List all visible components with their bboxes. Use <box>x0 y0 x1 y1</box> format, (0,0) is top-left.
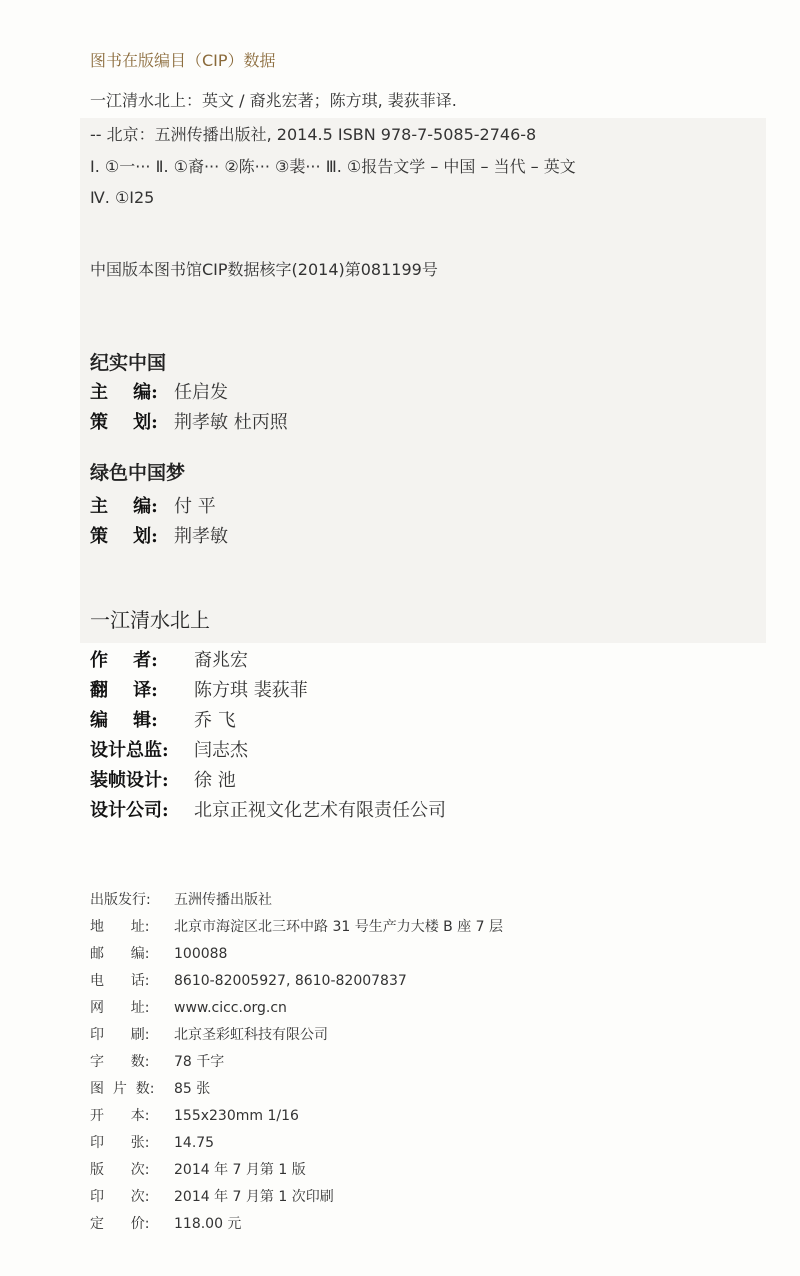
credit-label: 编 辑: <box>90 710 158 731</box>
publisher-value: 100088 <box>174 946 228 962</box>
publisher-value: 2014 年 7 月第 1 版 <box>174 1162 306 1178</box>
publisher-row <box>90 887 503 914</box>
publisher-row <box>90 914 503 941</box>
credit-value: 闫志杰 <box>194 740 248 761</box>
series-1-credits <box>90 378 288 438</box>
publisher-row <box>90 1103 503 1130</box>
credit-row <box>90 522 228 552</box>
credit-value: 裔兆宏 <box>194 650 248 671</box>
publisher-label: 字 数: <box>90 1054 150 1070</box>
credit-label: 主 编: <box>90 382 158 403</box>
credit-row <box>90 796 446 826</box>
publisher-value: 8610-82005927, 8610-82007837 <box>174 973 407 989</box>
publisher-row <box>90 1184 503 1211</box>
credit-value: 付 平 <box>174 496 216 517</box>
credit-row <box>90 492 228 522</box>
publisher-label: 出版发行: <box>90 892 151 908</box>
credit-value: 陈方琪 裴荻菲 <box>194 680 308 701</box>
publisher-row <box>90 1022 503 1049</box>
credit-label: 策 划: <box>90 412 158 433</box>
credit-row <box>90 378 288 408</box>
publisher-label: 印 张: <box>90 1135 150 1151</box>
cip-line-title: 一江清水北上：英文 / 裔兆宏著；陈方琪, 裴荻菲译. <box>90 91 457 110</box>
publisher-value: 北京圣彩虹科技有限公司 <box>174 1027 328 1043</box>
credit-value: 徐 池 <box>194 770 236 791</box>
publisher-value: 五洲传播出版社 <box>174 892 272 908</box>
publisher-label: 电 话: <box>90 973 150 989</box>
credit-row <box>90 706 446 736</box>
publisher-row <box>90 1157 503 1184</box>
credit-row <box>90 408 288 438</box>
credit-label: 主 编: <box>90 496 158 517</box>
book-credits <box>90 646 446 826</box>
publisher-value: www.cicc.org.cn <box>174 1000 287 1016</box>
publisher-row <box>90 941 503 968</box>
book-title: 一江清水北上 <box>90 608 210 632</box>
credit-label: 装帧设计: <box>90 770 169 791</box>
credit-value: 荆孝敏 <box>174 526 228 547</box>
credit-label: 作 者: <box>90 650 158 671</box>
credit-row <box>90 676 446 706</box>
credit-row <box>90 766 446 796</box>
cip-record-number: 中国版本图书馆CIP数据核字(2014)第081199号 <box>90 260 438 279</box>
credit-row <box>90 646 446 676</box>
credit-label: 设计总监: <box>90 740 169 761</box>
credit-label: 设计公司: <box>90 800 169 821</box>
series-title-2: 绿色中国梦 <box>90 462 186 484</box>
credit-label: 策 划: <box>90 526 158 547</box>
publisher-row <box>90 968 503 995</box>
publisher-row <box>90 995 503 1022</box>
publisher-label: 图 片 数: <box>90 1081 155 1097</box>
publisher-label: 版 次: <box>90 1162 150 1178</box>
publisher-value: 78 千字 <box>174 1054 225 1070</box>
cip-heading: 图书在版编目（CIP）数据 <box>90 51 276 70</box>
publisher-row <box>90 1211 503 1238</box>
publisher-row <box>90 1076 503 1103</box>
series-title-1: 纪实中国 <box>90 352 167 374</box>
credit-value: 乔 飞 <box>194 710 236 731</box>
credit-row <box>90 736 446 766</box>
publisher-value: 2014 年 7 月第 1 次印刷 <box>174 1189 334 1205</box>
credit-value: 荆孝敏 杜丙照 <box>174 412 288 433</box>
publisher-row <box>90 1049 503 1076</box>
publisher-info <box>90 887 503 1238</box>
publisher-value: 155x230mm 1/16 <box>174 1108 299 1124</box>
publisher-value: 北京市海淀区北三环中路 31 号生产力大楼 B 座 7 层 <box>174 919 504 935</box>
publisher-value: 118.00 元 <box>174 1216 242 1232</box>
credit-label: 翻 译: <box>90 680 158 701</box>
publisher-label: 印 刷: <box>90 1027 150 1043</box>
series-2-credits <box>90 492 228 552</box>
publisher-value: 14.75 <box>174 1135 215 1151</box>
publisher-label: 印 次: <box>90 1189 150 1205</box>
credit-value: 北京正视文化艺术有限责任公司 <box>194 800 446 821</box>
publisher-value: 85 张 <box>174 1081 211 1097</box>
publisher-label: 邮 编: <box>90 946 150 962</box>
publisher-label: 定 价: <box>90 1216 150 1232</box>
publisher-label: 开 本: <box>90 1108 150 1124</box>
publisher-row <box>90 1130 503 1157</box>
credit-value: 任启发 <box>174 382 228 403</box>
cip-line-classification: Ⅰ. ①一··· Ⅱ. ①裔··· ②陈··· ③裴··· Ⅲ. ①报告文学 – 中国 – 当代 – 英文 <box>90 157 576 176</box>
publisher-label: 地 址: <box>90 919 150 935</box>
cip-line-class-number: Ⅳ. ①I25 <box>90 188 155 207</box>
publisher-label: 网 址: <box>90 1000 150 1016</box>
cip-line-publisher: -- 北京：五洲传播出版社, 2014.5 ISBN 978-7-5085-2746-8 <box>90 125 537 144</box>
